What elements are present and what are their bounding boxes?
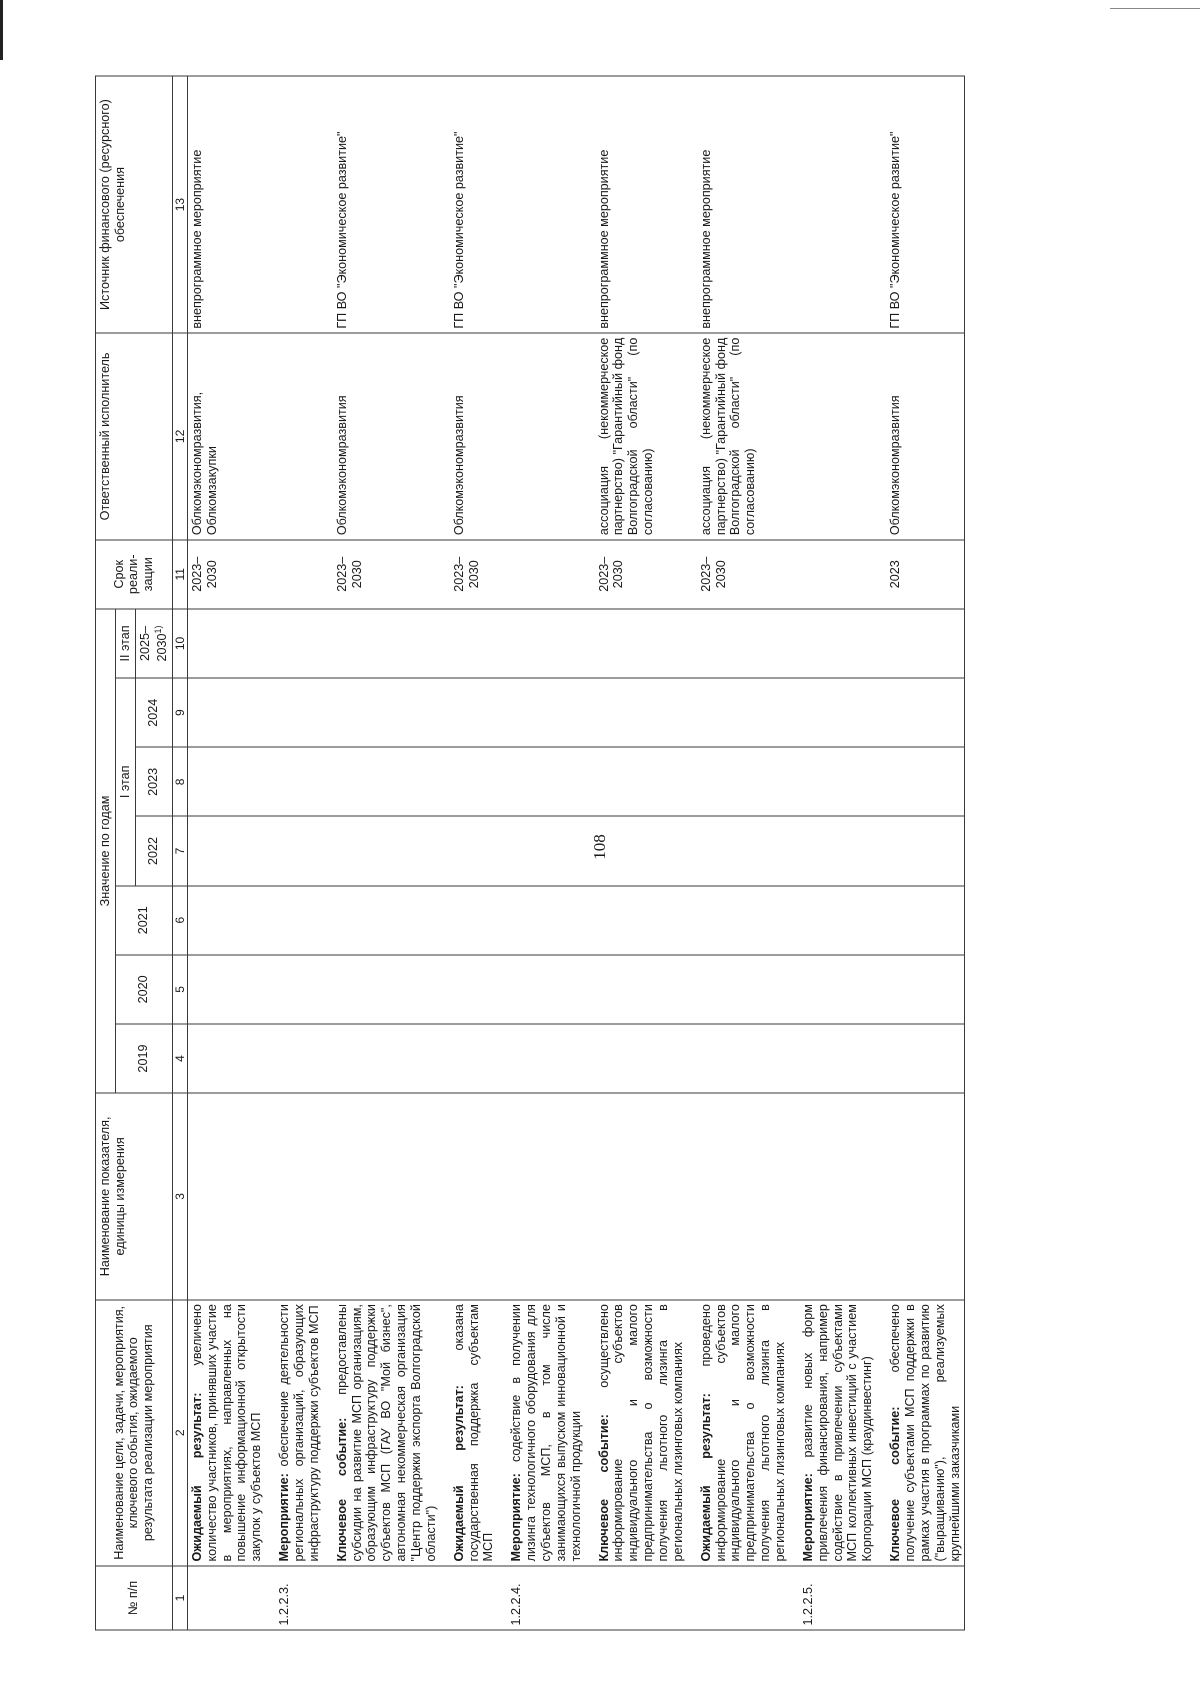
table-row xyxy=(187,76,275,1630)
row-deadline xyxy=(275,540,333,609)
row-executor: ассоциация (некоммерческое партнерство) "Гарантийный фонд Волгоградской области" (по согласованию) xyxy=(595,333,697,540)
column-number-row xyxy=(172,76,187,1630)
row-deadline: 2023 xyxy=(886,540,965,609)
column-number: 10 xyxy=(172,609,187,678)
row-deadline: 2023–2030 xyxy=(333,540,450,609)
row-executor xyxy=(507,333,594,540)
row-deadline: 2023–2030 xyxy=(450,540,508,609)
row-description xyxy=(595,1300,697,1566)
row-type: Мероприятие: xyxy=(800,1473,815,1562)
header-indicator: Наименование показателя, единицы измерения xyxy=(96,1093,173,1300)
row-number: 1.2.2.5. xyxy=(799,1566,886,1630)
row-type: Ключевое событие: xyxy=(596,1414,611,1562)
row-number xyxy=(187,1566,275,1630)
row-source xyxy=(507,76,594,333)
row-source: ГП ВО "Экономическое развитие" xyxy=(886,76,965,333)
column-number: 4 xyxy=(172,1024,187,1093)
column-number: 6 xyxy=(172,886,187,955)
table-row xyxy=(595,76,697,1630)
header-deadline: Срок реали- зации xyxy=(96,540,173,609)
row-number xyxy=(886,1566,965,1630)
table-row xyxy=(799,76,886,1630)
row-number xyxy=(333,1566,450,1630)
row-executor: Облкомэкономразвития xyxy=(333,333,450,540)
row-deadline xyxy=(799,540,886,609)
column-number: 1 xyxy=(172,1566,187,1630)
header-year-2025-2030 xyxy=(135,609,172,678)
row-executor xyxy=(799,333,886,540)
row-type: Ключевое событие: xyxy=(334,1417,349,1562)
column-number: 8 xyxy=(172,747,187,816)
column-number: 9 xyxy=(172,678,187,747)
row-type: Ожидаемый результат: xyxy=(189,1392,204,1562)
row-deadline: 2023–2030 xyxy=(697,540,799,609)
row-source xyxy=(799,76,886,333)
row-type: Ожидаемый результат: xyxy=(451,1385,466,1562)
column-number: 5 xyxy=(172,955,187,1024)
header-year-2021: 2021 xyxy=(115,886,172,955)
row-source: внепрограммное мероприятие xyxy=(697,76,799,333)
row-type: Ключевое событие: xyxy=(888,1406,903,1562)
header-year-2023: 2023 xyxy=(135,747,172,816)
table-row xyxy=(275,76,333,1630)
row-deadline: 2023–2030 xyxy=(187,540,275,609)
row-text: осуществлено информирование субъектов индивидуального и малого предпринимательства о возможности получения льготного лизинга в региональных лизинговых компаниях xyxy=(596,1304,685,1562)
page-number: 108 xyxy=(590,834,609,860)
row-description xyxy=(333,1300,450,1566)
row-text: проведено информирование субъектов индивидуального и малого предпринимательства о возможности получения льготного лизинга в региональных лизинговых компаниях xyxy=(698,1304,787,1562)
header-stage-2: II этап xyxy=(115,609,135,678)
row-text: содействие в получении лизинга технологичного оборудования для субъектов МСП, в том числе занимающихся выпуском инновационной и технологичной продукции xyxy=(509,1304,583,1562)
row-description xyxy=(507,1300,594,1566)
row-number xyxy=(697,1566,799,1630)
row-type: Ожидаемый результат: xyxy=(698,1393,713,1562)
row-text: развитие новых форм привлечения финансирования, например содействие в привлечении субъектами МСП коллективных инвестиций с участием Корпорации МСП (краудинвестинг) xyxy=(800,1304,875,1562)
row-number xyxy=(450,1566,508,1630)
header-year-2019: 2019 xyxy=(115,1024,172,1093)
header-source: Источник финансового (ресурсного) обеспечения xyxy=(96,76,173,333)
row-text: обеспечено получение субъектами МСП поддержки в рамках участия в программах по развитию ("выращиванию"), реализуемых крупнейшими заказчиками xyxy=(888,1304,962,1562)
table-row xyxy=(886,76,965,1630)
scan-edge-line xyxy=(1110,8,1200,9)
row-description xyxy=(275,1300,333,1566)
column-number: 7 xyxy=(172,816,187,885)
row-source: ГП ВО "Экономическое развитие" xyxy=(333,76,450,333)
table-row xyxy=(507,76,594,1630)
header-year-2024: 2024 xyxy=(135,678,172,747)
row-deadline: 2023–2030 xyxy=(595,540,697,609)
row-number: 1.2.2.4. xyxy=(507,1566,594,1630)
footnote-mark: 1) xyxy=(152,625,163,634)
row-executor xyxy=(275,333,333,540)
header-year-2025-2030-label: 2025–2030 xyxy=(137,625,169,662)
table-row xyxy=(697,76,799,1630)
header-year-2020: 2020 xyxy=(115,955,172,1024)
row-executor: ассоциация (некоммерческое партнерство) "Гарантийный фонд Волгоградской области" (по согласованию) xyxy=(697,333,799,540)
row-source: внепрограммное мероприятие xyxy=(187,76,275,333)
table-row xyxy=(450,76,508,1630)
row-text: оказана государственная поддержка субъектам МСП xyxy=(451,1304,496,1562)
header-executor: Ответственный исполнитель xyxy=(96,333,173,540)
row-deadline xyxy=(507,540,594,609)
row-source: внепрограммное мероприятие xyxy=(595,76,697,333)
column-number: 3 xyxy=(172,1093,187,1300)
program-measures-table xyxy=(95,76,965,1631)
row-text: увеличено количество участников, принявших участие в мероприятиях, направленных на повышение информационной открытости закупок у субъектов МСП xyxy=(189,1304,264,1562)
row-description xyxy=(450,1300,508,1566)
row-description xyxy=(799,1300,886,1566)
column-number: 12 xyxy=(172,333,187,540)
row-source: ГП ВО "Экономическое развитие" xyxy=(450,76,508,333)
row-text: обеспечение деятельности региональных организаций, образующих инфраструктуру поддержки субъектов МСП xyxy=(277,1304,321,1562)
row-number: 1.2.2.3. xyxy=(275,1566,333,1630)
row-description xyxy=(187,1300,275,1566)
row-executor: Облкомэкономразвития, Облкомзакупки xyxy=(187,333,275,540)
table-row xyxy=(333,76,450,1630)
header-values-by-year: Значение по годам xyxy=(96,609,116,1093)
column-number: 2 xyxy=(172,1300,187,1566)
header-number: № п/п xyxy=(96,1566,173,1630)
row-type: Мероприятие: xyxy=(509,1473,524,1562)
header-name: Наименование цели, задачи, мероприятия, ключевого события, ожидаемого результата реализации мероприятия xyxy=(96,1300,173,1566)
column-number: 13 xyxy=(172,76,187,333)
rotated-page-content xyxy=(95,76,1105,1631)
row-executor: Облкомэкономразвития xyxy=(450,333,508,540)
row-text: предоставлены субсидии на развитие МСП организациям, образующим инфраструктуру поддержки субъектов МСП (ГАУ ВО "Мой бизнес", автономная некоммерческая организация "Центр поддержки экспорта Волгоградской области") xyxy=(334,1304,438,1562)
row-description xyxy=(697,1300,799,1566)
row-number xyxy=(595,1566,697,1630)
column-number: 11 xyxy=(172,540,187,609)
scan-edge-mark xyxy=(0,0,3,60)
header-year-2022: 2022 xyxy=(135,816,172,885)
row-source xyxy=(275,76,333,333)
header-stage-1: I этап xyxy=(115,678,135,886)
row-description xyxy=(886,1300,965,1566)
row-executor: Облкомэкономразвития xyxy=(886,333,965,540)
row-type: Мероприятие: xyxy=(277,1473,292,1562)
